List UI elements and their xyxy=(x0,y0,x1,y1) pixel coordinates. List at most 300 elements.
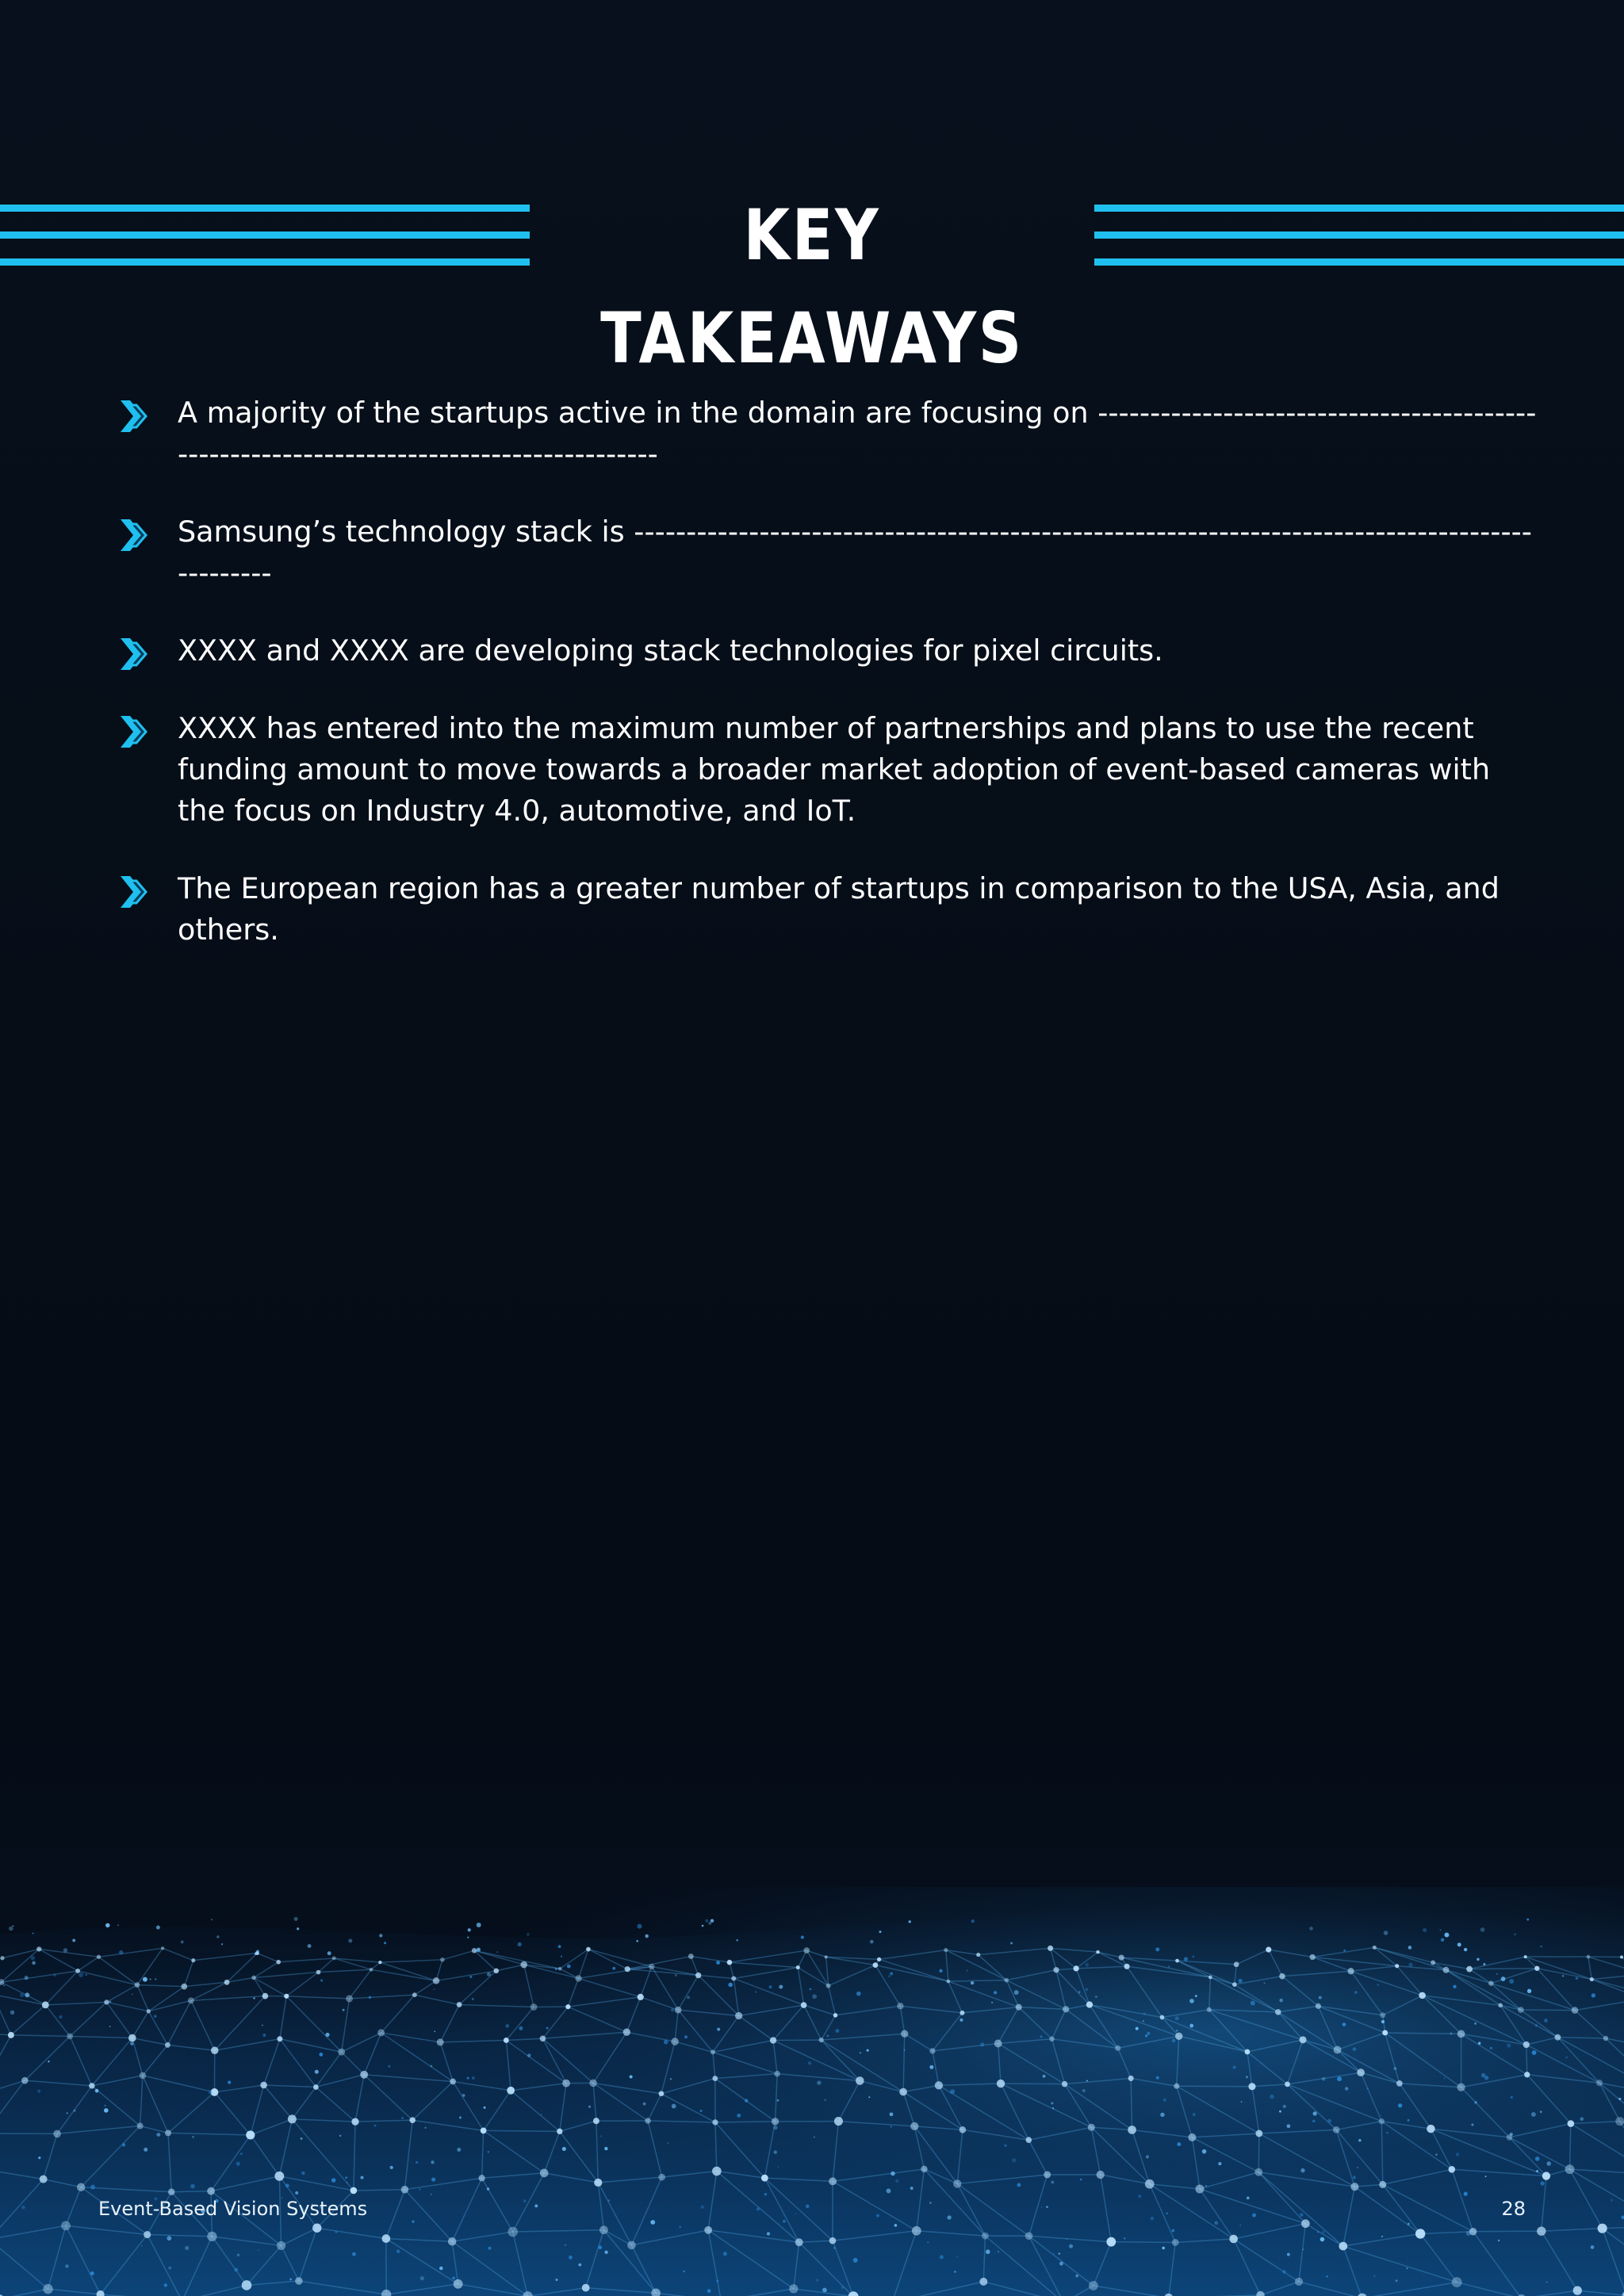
mesh-particle xyxy=(806,2205,810,2209)
mesh-node xyxy=(401,2186,409,2194)
mesh-particle xyxy=(826,2034,829,2037)
mesh-particle xyxy=(683,2271,684,2272)
mesh-particle xyxy=(63,1948,67,1952)
mesh-particle xyxy=(672,2104,676,2109)
mesh-particle xyxy=(1214,2221,1218,2225)
mesh-particle xyxy=(1386,2132,1388,2134)
mesh-node xyxy=(454,2279,463,2289)
mesh-particle xyxy=(1069,2244,1073,2248)
mesh-particle xyxy=(909,1920,911,1923)
mesh-particle xyxy=(1440,1929,1442,1931)
mesh-node xyxy=(575,1975,581,1981)
mesh-particle xyxy=(25,1976,29,1980)
mesh-particle xyxy=(1043,2075,1046,2078)
mesh-particle xyxy=(841,2286,844,2288)
mesh-node xyxy=(161,1946,164,1950)
mesh-particle xyxy=(1423,1928,1427,1932)
mesh-particle xyxy=(708,1922,711,1925)
mesh-node xyxy=(825,1955,828,1958)
mesh-node xyxy=(1615,2117,1624,2126)
takeaway-item xyxy=(119,868,1542,951)
mesh-particle xyxy=(1480,1927,1485,1932)
mesh-particle xyxy=(289,2279,292,2281)
mesh-particle xyxy=(90,2271,94,2275)
mesh-node xyxy=(433,1977,440,1984)
mesh-particle xyxy=(910,2187,914,2190)
mesh-particle xyxy=(705,1919,708,1923)
mesh-particle xyxy=(598,2245,602,2249)
mesh-particle xyxy=(1155,1947,1159,1951)
mesh-particle xyxy=(1004,2145,1006,2147)
mesh-node xyxy=(1427,2125,1434,2133)
mesh-particle xyxy=(434,1989,435,1991)
mesh-particle xyxy=(1162,2247,1165,2250)
mesh-particle xyxy=(38,2156,40,2159)
mesh-particle xyxy=(343,2009,345,2011)
mesh-particle xyxy=(723,2252,727,2256)
mesh-node xyxy=(36,1946,41,1951)
mesh-particle xyxy=(256,1950,259,1953)
mesh-particle xyxy=(467,1936,469,1938)
mesh-node xyxy=(1379,2118,1385,2124)
mesh-particle xyxy=(671,2008,674,2011)
mesh-particle xyxy=(1466,2231,1471,2236)
mesh-node xyxy=(1266,1947,1271,1953)
mesh-particle xyxy=(1283,2105,1286,2108)
mesh-node xyxy=(1074,1965,1079,1971)
mesh-particle xyxy=(1535,2024,1538,2026)
takeaway-text: XXXX has entered into the maximum number of partnerships and plans to use the recent funding amount to move towards a broader market adoption of event-based cameras with the focus on Industry 4.0, automotive, and IoT. xyxy=(178,711,1491,828)
mesh-node xyxy=(457,2002,462,2007)
mesh-particle xyxy=(1086,1963,1090,1967)
mesh-particle xyxy=(79,1973,83,1977)
mesh-particle xyxy=(488,2151,490,2153)
mesh-particle xyxy=(717,2028,720,2031)
mesh-node xyxy=(1254,2168,1262,2176)
mesh-node xyxy=(795,2238,803,2246)
mesh-node xyxy=(89,2083,94,2088)
mesh-node xyxy=(562,2080,570,2087)
mesh-particle xyxy=(895,2179,898,2183)
mesh-particle xyxy=(1279,1999,1283,2003)
mesh-particle xyxy=(1080,2179,1082,2180)
mesh-particle xyxy=(477,1948,481,1952)
mesh-node xyxy=(1443,1967,1450,1973)
mesh-particle xyxy=(104,2105,105,2107)
mesh-particle xyxy=(1143,2012,1145,2015)
mesh-particle xyxy=(141,2245,143,2247)
mesh-particle xyxy=(122,2143,125,2146)
mesh-particle xyxy=(487,1973,491,1976)
mesh-particle xyxy=(767,2232,770,2235)
mesh-particle xyxy=(452,2277,455,2280)
mesh-node xyxy=(1044,2171,1051,2178)
mesh-particle xyxy=(320,1980,323,1982)
mesh-node xyxy=(1598,2224,1607,2233)
mesh-line xyxy=(484,2130,560,2131)
mesh-node xyxy=(1145,2179,1155,2189)
mesh-particle xyxy=(25,1992,29,1997)
mesh-node xyxy=(873,1962,879,1968)
mesh-particle xyxy=(684,2035,688,2038)
mesh-particle xyxy=(1393,2067,1396,2070)
mesh-node xyxy=(675,2007,682,2014)
mesh-node xyxy=(360,2071,368,2079)
mesh-particle xyxy=(675,1974,677,1976)
mesh-particle xyxy=(814,2136,815,2137)
mesh-particle xyxy=(527,1933,530,1936)
mesh-particle xyxy=(1156,2076,1159,2080)
mesh-particle xyxy=(1163,2098,1166,2101)
mesh-particle xyxy=(959,2019,963,2022)
mesh-particle xyxy=(561,1956,562,1957)
mesh-particle xyxy=(971,1981,974,1984)
mesh-particle xyxy=(294,1917,298,1921)
mesh-particle xyxy=(1498,2240,1500,2242)
mesh-particle xyxy=(518,1942,522,1946)
mesh-node xyxy=(953,2179,961,2187)
mesh-node xyxy=(659,2091,665,2096)
left-stripes xyxy=(0,203,530,268)
mesh-particle xyxy=(104,2108,109,2113)
mesh-particle xyxy=(1160,2113,1164,2117)
mesh-node xyxy=(1347,1968,1354,1974)
mesh-node xyxy=(1207,2007,1212,2012)
mesh-particle xyxy=(156,1926,160,1930)
mesh-particle xyxy=(352,2252,356,2256)
takeaway-item xyxy=(119,392,1542,475)
mesh-particle xyxy=(937,2084,939,2085)
mesh-particle xyxy=(1193,1956,1194,1957)
mesh-particle xyxy=(1309,1927,1313,1931)
mesh-particle xyxy=(1483,1963,1485,1965)
mesh-particle xyxy=(891,2126,892,2127)
mesh-particle xyxy=(1270,2095,1274,2099)
mesh-particle xyxy=(37,2090,40,2093)
mesh-particle xyxy=(234,2268,238,2272)
mesh-particle xyxy=(216,1935,220,1938)
mesh-node xyxy=(712,2167,722,2176)
mesh-particle xyxy=(778,2166,779,2168)
mesh-particle xyxy=(783,2220,786,2223)
mesh-node xyxy=(1279,1973,1285,1980)
mesh-node xyxy=(1603,2036,1608,2041)
mesh-node xyxy=(1049,2036,1055,2042)
takeaway-text: A majority of the startups active in the domain are focusing on ---------------------------------------------------------------------------------------- xyxy=(178,396,1537,471)
mesh-particle xyxy=(1337,2076,1342,2081)
mesh-particle xyxy=(143,1977,147,1982)
mesh-particle xyxy=(630,2076,633,2079)
mesh-particle xyxy=(401,2117,404,2119)
mesh-node xyxy=(276,1960,281,1965)
mesh-particle xyxy=(638,1924,642,1929)
mesh-node xyxy=(731,1976,736,1980)
double-chevron-right-icon xyxy=(119,397,149,435)
mesh-node xyxy=(382,2234,391,2243)
mesh-node xyxy=(147,2009,151,2013)
mesh-particle xyxy=(824,2099,825,2101)
mesh-node xyxy=(1232,1982,1237,1987)
mesh-node xyxy=(1568,2120,1575,2127)
mesh-particle xyxy=(228,2080,231,2084)
mesh-node xyxy=(829,2177,837,2185)
mesh-particle xyxy=(755,1992,756,1993)
mesh-particle xyxy=(888,1975,891,1977)
mesh-particle xyxy=(1464,1948,1467,1951)
mesh-particle xyxy=(488,2247,491,2250)
mesh-node xyxy=(507,2087,515,2095)
mesh-particle xyxy=(756,2207,760,2210)
mesh-particle xyxy=(348,1938,352,1942)
mesh-particle xyxy=(484,2107,486,2109)
mesh-node xyxy=(826,1984,831,1988)
mesh-particle xyxy=(527,2053,530,2057)
network-mesh-graphic xyxy=(0,1887,1624,2296)
mesh-node xyxy=(735,2012,742,2019)
mesh-particle xyxy=(209,2091,213,2095)
mesh-node xyxy=(1285,2082,1290,2087)
mesh-node xyxy=(313,2084,319,2090)
takeaway-item xyxy=(119,511,1542,594)
mesh-particle xyxy=(1189,1999,1194,2003)
mesh-node xyxy=(796,1965,800,1969)
mesh-node xyxy=(901,2030,908,2038)
mesh-node xyxy=(277,2241,285,2250)
mesh-particle xyxy=(339,2135,341,2137)
mesh-particle xyxy=(1450,2033,1453,2035)
mesh-particle xyxy=(1408,2223,1410,2225)
mesh-particle xyxy=(1172,2039,1176,2043)
mesh-particle xyxy=(419,2189,420,2191)
mesh-node xyxy=(530,2003,538,2011)
mesh-particle xyxy=(1320,2237,1325,2242)
mesh-node xyxy=(409,2117,416,2123)
mesh-node xyxy=(316,1970,321,1975)
mesh-node xyxy=(1234,1961,1239,1967)
mesh-particle xyxy=(668,2142,669,2144)
mesh-node xyxy=(1452,2277,1462,2287)
mesh-node xyxy=(242,2280,252,2290)
mesh-particle xyxy=(1580,2117,1584,2121)
mesh-particle xyxy=(1477,1958,1479,1961)
mesh-particle xyxy=(1509,1979,1514,1984)
mesh-particle xyxy=(879,1931,881,1933)
mesh-node xyxy=(137,2122,144,2129)
mesh-particle xyxy=(1218,2162,1221,2165)
mesh-particle xyxy=(1507,2043,1511,2047)
mesh-particle xyxy=(31,1956,35,1960)
mesh-particle xyxy=(1319,1996,1322,1999)
mesh-particle xyxy=(1168,1965,1170,1967)
mesh-particle xyxy=(74,2110,76,2112)
mesh-particle xyxy=(1544,2019,1548,2022)
mesh-particle xyxy=(1233,2066,1236,2069)
mesh-particle xyxy=(940,2255,944,2259)
mesh-particle xyxy=(379,1934,382,1937)
mesh-node xyxy=(481,2128,487,2134)
mesh-particle xyxy=(1562,1975,1565,1977)
mesh-particle xyxy=(1046,2206,1048,2208)
mesh-particle xyxy=(608,2199,610,2201)
mesh-node xyxy=(645,2118,650,2123)
mesh-particle xyxy=(980,2042,984,2046)
mesh-particle xyxy=(369,1996,371,1999)
mesh-particle xyxy=(1282,2270,1285,2273)
mesh-node xyxy=(1415,2229,1425,2238)
mesh-particle xyxy=(1176,2030,1178,2032)
mesh-particle xyxy=(1040,2035,1043,2038)
mesh-particle xyxy=(1303,2248,1304,2250)
mesh-node xyxy=(599,2225,608,2234)
mesh-node xyxy=(1096,1950,1100,1954)
mesh-particle xyxy=(716,1961,720,1965)
mesh-node xyxy=(834,2117,843,2126)
stripe xyxy=(0,258,530,266)
mesh-particle xyxy=(1535,2156,1540,2161)
mesh-node xyxy=(1195,2184,1204,2193)
mesh-particle xyxy=(335,2231,338,2234)
mesh-particle xyxy=(506,2024,509,2027)
mesh-particle xyxy=(1496,1973,1498,1975)
mesh-node xyxy=(1088,2124,1095,2131)
mesh-particle xyxy=(396,2249,400,2253)
mesh-particle xyxy=(1193,2113,1196,2116)
mesh-particle xyxy=(643,2103,646,2106)
mesh-particle xyxy=(1444,2077,1446,2079)
mesh-particle xyxy=(1384,1931,1388,1935)
mesh-particle xyxy=(523,2199,527,2202)
mesh-particle xyxy=(1075,2275,1078,2278)
mesh-node xyxy=(1245,2049,1251,2055)
mesh-node xyxy=(856,2076,864,2085)
mesh-node xyxy=(1379,2181,1386,2188)
takeaway-text: Samsung’s technology stack is ----------------------------------------------------------------------------------------------- xyxy=(178,515,1532,590)
mesh-node xyxy=(346,1995,353,2002)
mesh-node xyxy=(586,1947,591,1952)
mesh-node xyxy=(1229,2235,1238,2244)
mesh-particle xyxy=(1536,2170,1538,2172)
mesh-node xyxy=(43,2284,52,2294)
mesh-node xyxy=(899,2088,907,2096)
mesh-particle xyxy=(860,2052,861,2053)
mesh-particle xyxy=(119,1950,123,1954)
mesh-node xyxy=(274,2172,284,2181)
mesh-node xyxy=(1119,1955,1124,1961)
mesh-particle xyxy=(1377,1984,1379,1986)
mesh-particle xyxy=(1052,2107,1054,2109)
mesh-particle xyxy=(947,2215,951,2219)
mesh-particle xyxy=(439,2267,443,2271)
mesh-particle xyxy=(567,1965,571,1969)
mesh-particle xyxy=(1086,2080,1088,2082)
mesh-particle xyxy=(59,2015,62,2019)
mesh-particle xyxy=(1059,2252,1060,2254)
mesh-particle xyxy=(817,2080,821,2084)
mesh-particle xyxy=(3,1984,5,1986)
mesh-particle xyxy=(190,2184,195,2189)
mesh-particle xyxy=(679,2226,681,2229)
mesh-particle xyxy=(468,1928,471,1931)
mesh-particle xyxy=(1343,1950,1346,1952)
mesh-node xyxy=(1063,2006,1069,2012)
mesh-node xyxy=(1333,2126,1340,2133)
double-chevron-right-icon xyxy=(119,635,149,673)
mesh-node xyxy=(1596,2080,1603,2086)
mesh-particle xyxy=(466,2076,469,2079)
mesh-node xyxy=(1124,1964,1130,1969)
mesh-line xyxy=(171,2191,211,2192)
mesh-node xyxy=(594,2179,602,2187)
mesh-node xyxy=(1620,1955,1623,1958)
mesh-node xyxy=(351,2118,358,2126)
mesh-node xyxy=(295,2277,303,2285)
mesh-node xyxy=(135,1982,140,1988)
mesh-particle xyxy=(1514,1933,1516,1935)
mesh-node xyxy=(1106,2237,1116,2247)
mesh-node xyxy=(829,2237,837,2244)
mesh-particle xyxy=(472,1998,474,2000)
mesh-particle xyxy=(1166,2213,1167,2214)
mesh-particle xyxy=(604,2251,607,2254)
mesh-node xyxy=(1395,1964,1399,1968)
mesh-particle xyxy=(745,2099,748,2102)
mesh-node xyxy=(688,1954,694,1959)
mesh-node xyxy=(1188,2133,1196,2141)
mesh-particle xyxy=(1082,2089,1086,2092)
mesh-node xyxy=(165,2042,170,2048)
mesh-particle xyxy=(929,2065,933,2069)
mesh-particle xyxy=(967,1970,968,1972)
mesh-particle xyxy=(167,2236,171,2241)
mesh-particle xyxy=(534,2204,538,2207)
mesh-line xyxy=(1526,2045,1527,2075)
mesh-node xyxy=(1208,1976,1212,1980)
mesh-particle xyxy=(687,1996,690,1999)
mesh-node xyxy=(540,2035,546,2042)
mesh-particle xyxy=(1287,2253,1290,2256)
mesh-particle xyxy=(1146,2155,1149,2158)
mesh-particle xyxy=(109,2001,112,2003)
mesh-particle xyxy=(1408,2119,1410,2122)
mesh-particle xyxy=(388,2065,391,2068)
mesh-particle xyxy=(894,2224,898,2227)
mesh-particle xyxy=(86,1974,87,1976)
mesh-particle xyxy=(155,1978,156,1980)
mesh-particle xyxy=(810,1988,812,1991)
mesh-particle xyxy=(1474,2101,1477,2104)
mesh-particle xyxy=(1175,2016,1179,2020)
mesh-particle xyxy=(301,2137,303,2140)
mesh-particle xyxy=(313,2226,316,2229)
mesh-node xyxy=(508,2227,518,2237)
mesh-node xyxy=(761,2175,768,2182)
mesh-particle xyxy=(384,1942,386,1944)
mesh-particle xyxy=(1532,2050,1537,2055)
mesh-node xyxy=(284,1994,289,1999)
mesh-node xyxy=(1128,2126,1136,2134)
mesh-particle xyxy=(769,1985,772,1988)
mesh-particle xyxy=(986,2249,990,2254)
mesh-node xyxy=(128,2034,136,2042)
mesh-particle xyxy=(1251,2000,1255,2005)
mesh-particle xyxy=(434,2030,435,2032)
mesh-node xyxy=(1334,2046,1342,2054)
mesh-particle xyxy=(1317,2231,1319,2233)
mesh-particle xyxy=(891,2172,895,2176)
mesh-particle xyxy=(929,2202,931,2203)
mesh-node xyxy=(8,2032,14,2038)
mesh-line xyxy=(1177,2086,1252,2087)
